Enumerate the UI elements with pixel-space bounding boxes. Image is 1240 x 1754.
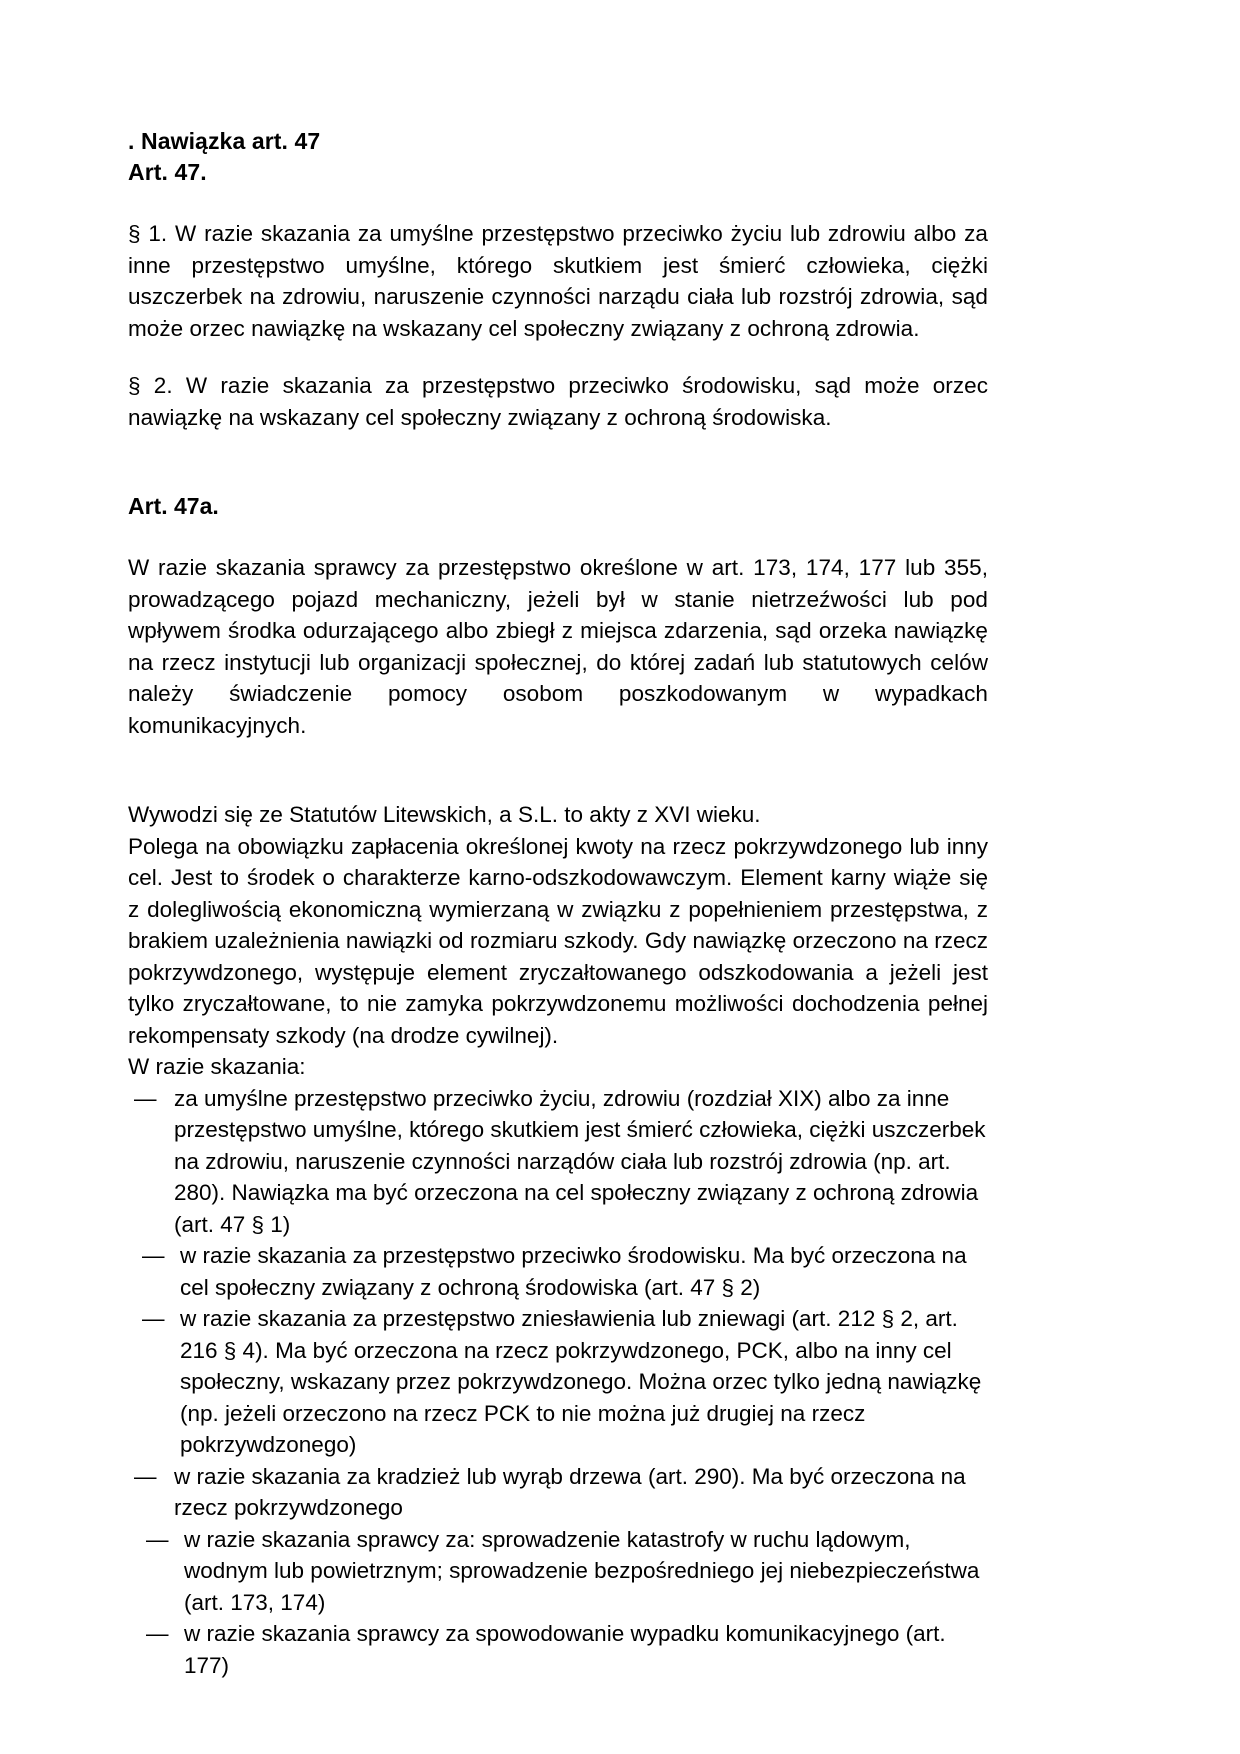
commentary-block (128, 799, 988, 1681)
dash-icon: — (146, 1526, 169, 1552)
list-item (128, 1461, 988, 1524)
dash-icon: — (134, 1085, 157, 1111)
paragraph-1: § 1. W razie skazania za umyślne przestępstwo przeciwko życiu lub zdrowiu albo za inne przestępstwo umyślne, którego skutkiem jest śmierć człowieka, ciężki uszczerbek na zdrowiu, naruszenie czynności narządu ciała lub rozstrój zdrowia, sąd może orzec nawiązkę na wskazany cel społeczny związany z ochroną zdrowia. (128, 221, 988, 341)
paragraph-2: § 2. W razie skazania za przestępstwo przeciwko środowisku, sąd może orzec nawiązkę na wskazany cel społeczny związany z ochroną środowiska. (128, 373, 988, 430)
list-item-label: w razie skazania za przestępstwo przeciwko środowisku. Ma być orzeczona na cel społeczny związany z ochroną środowiska (art. 47 § 2) (180, 1243, 967, 1300)
commentary-body: Polega na obowiązku zapłacenia określonej kwoty na rzecz pokrzywdzonego lub inny cel. Jest to środek o charakterze karno-odszkodowawczym. Element karny wiąże się z dolegliwością ekonomiczną wymierzaną w związku z popełnieniem przestępstwa, z brakiem uzależnienia nawiązki od rozmiaru szkody. Gdy nawiązkę orzeczono na rzecz pokrzywdzonego, występuje element zryczałtowanego odszkodowania a jeżeli jest tylko zryczałtowane, to nie zamyka pokrzywdzonemu możliwości dochodzenia pełnej rekompensaty szkody (na drodze cywilnej). (128, 833, 988, 1048)
dash-icon: — (142, 1243, 165, 1268)
list-item (128, 1240, 988, 1303)
conviction-cases-list (128, 1083, 988, 1682)
list-item-label: w razie skazania za kradzież lub wyrąb drzewa (art. 290). Ma być orzeczona na rzecz pokrzywdzonego (174, 1463, 966, 1520)
list-item-label: za umyślne przestępstwo przeciwko życiu, zdrowiu (rozdział XIX) albo za inne przestępstwo umyślne, którego skutkiem jest śmierć człowieka, ciężki uszczerbek na zdrowiu, naruszenie czynności narządów ciała lub rozstrój zdrowia (np. art. 280). Nawiązka ma być orzeczona na cel społeczny związany z ochroną zdrowia (art. 47 § 1) (174, 1085, 986, 1237)
dash-icon: — (142, 1306, 165, 1331)
article-label: Art. 47. (128, 159, 207, 185)
document-content (128, 126, 988, 1681)
document-heading-block (128, 126, 988, 188)
commentary-line-1: Wywodzi się ze Statutów Litewskich, a S.L. to akty z XVI wieku. (128, 802, 761, 827)
list-item-label: w razie skazania sprawcy za: sprowadzenie katastrofy w ruchu lądowym, wodnym lub powietrznym; sprowadzenie bezpośredniego jej niebezpieczeństwa (art. 173, 174) (184, 1526, 980, 1615)
list-intro: W razie skazania: (128, 1054, 306, 1079)
list-item-label: w razie skazania sprawcy za spowodowanie wypadku komunikacyjnego (art. 177) (184, 1621, 946, 1678)
dash-icon: — (146, 1621, 169, 1646)
list-item-label: w razie skazania za przestępstwo zniesławienia lub zniewagi (art. 212 § 2, art. 216 § 4). Ma być orzeczona na rzecz pokrzywdzonego, PCK, albo na inny cel społeczny, wskazany przez pokrzywdzonego. Można orzec tylko jedną nawiązkę (np. jeżeli orzeczono na rzecz PCK to nie można już drugiej na rzecz pokrzywdzonego) (180, 1306, 982, 1457)
list-item (128, 1618, 988, 1681)
article-47a-body: W razie skazania sprawcy za przestępstwo określone w art. 173, 174, 177 lub 355, prowadzącego pojazd mechaniczny, jeżeli był w stanie nietrzeźwości lub pod wpływem środka odurzającego albo zbiegł z miejsca zdarzenia, sąd orzeka nawiązkę na rzecz instytucji lub organizacji społecznej, do której zadań lub statutowych celów należy świadczenie pomocy osobom poszkodowanym w wypadkach komunikacyjnych. (128, 555, 988, 738)
list-item (128, 1524, 988, 1619)
article-47a-label: Art. 47a. (128, 493, 219, 519)
page-title: . Nawiązka art. 47 (128, 128, 321, 154)
list-item (128, 1083, 988, 1241)
dash-icon: — (134, 1463, 157, 1489)
list-item (128, 1303, 988, 1461)
